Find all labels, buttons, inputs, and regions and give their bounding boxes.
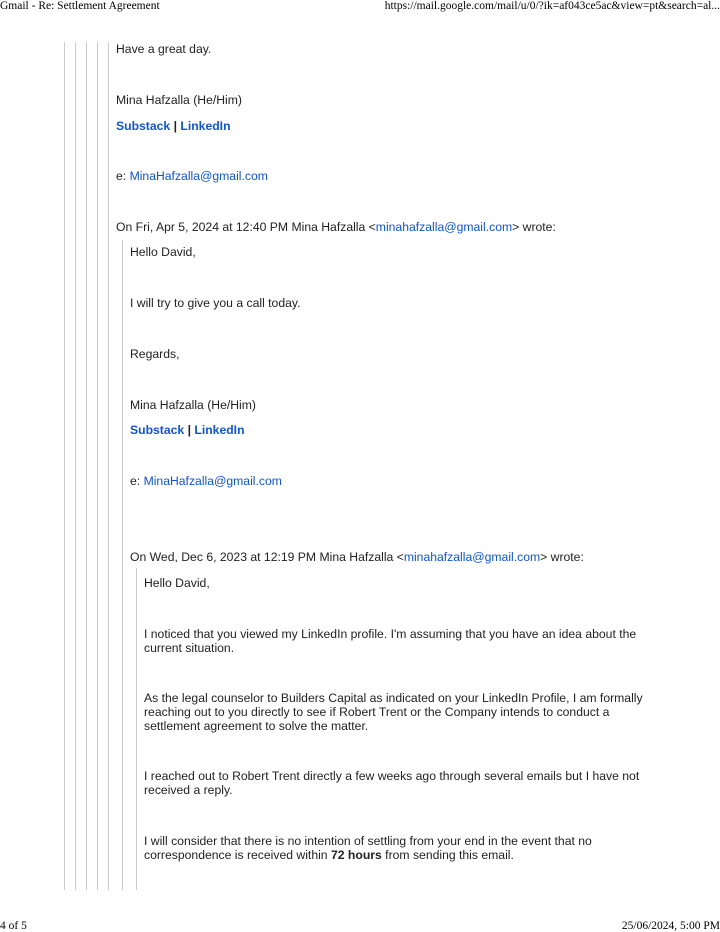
signature-links	[116, 119, 231, 133]
signature-name: Mina Hafzalla (He/Him)	[116, 93, 242, 107]
email-prefix: e:	[130, 474, 144, 488]
signature-email	[116, 169, 268, 183]
print-url: https://mail.google.com/mail/u/0/?ik=af043ce5ac&view=pt&search=al...	[384, 0, 720, 12]
quote-bar	[136, 568, 137, 890]
substack-link[interactable]: Substack	[130, 423, 185, 437]
paragraph-2: As the legal counselor to Builders Capital as indicated on your LinkedIn Profile, I am formally reaching out to you directly to see if Robert Trent or the Company intends to conduct a settlement agreement to solve the matter.	[144, 691, 643, 733]
signature-links	[130, 423, 245, 437]
print-title: Gmail - Re: Settlement Agreement	[0, 0, 160, 12]
attribution-text: On Fri, Apr 5, 2024 at 12:40 PM Mina Hafzalla <	[116, 220, 376, 234]
attribution-suffix: > wrote:	[512, 220, 556, 234]
print-header	[0, 0, 720, 14]
closing-line: Regards,	[130, 347, 180, 361]
email-prefix: e:	[116, 169, 130, 183]
quote-bar	[64, 42, 65, 890]
closing-line: Have a great day.	[116, 42, 212, 56]
page-number: 4 of 5	[0, 920, 27, 932]
greeting: Hello David,	[130, 245, 196, 259]
email-link[interactable]: MinaHafzalla@gmail.com	[129, 169, 268, 183]
attribution-suffix: > wrote:	[540, 550, 584, 564]
message-body: I will try to give you a call today.	[130, 296, 301, 310]
quote-bar	[86, 42, 87, 890]
paragraph-4-tail: from sending this email.	[381, 848, 514, 862]
print-datetime: 25/06/2024, 5:00 PM	[621, 920, 720, 932]
quote-bar	[108, 42, 109, 890]
link-separator: |	[173, 119, 178, 133]
linkedin-link[interactable]: LinkedIn	[180, 119, 231, 133]
attribution-email-link[interactable]: minahafzalla@gmail.com	[403, 550, 541, 564]
substack-link[interactable]: Substack	[116, 119, 171, 133]
greeting: Hello David,	[144, 576, 210, 590]
signature-email	[130, 474, 282, 488]
quote-attribution	[130, 550, 584, 564]
signature-name: Mina Hafzalla (He/Him)	[130, 398, 256, 412]
quote-bar	[97, 42, 98, 890]
print-footer	[0, 918, 720, 932]
paragraph-4	[144, 834, 664, 862]
paragraph-3: I reached out to Robert Trent directly a few weeks ago through several emails but I have not received a reply.	[144, 769, 640, 797]
quote-bar	[122, 240, 123, 890]
attribution-email-link[interactable]: minahafzalla@gmail.com	[375, 220, 513, 234]
paragraph-1: I noticed that you viewed my LinkedIn profile. I'm assuming that you have an idea about the current situation.	[144, 627, 637, 655]
linkedin-link[interactable]: LinkedIn	[194, 423, 245, 437]
link-separator: |	[187, 423, 192, 437]
attribution-text: On Wed, Dec 6, 2023 at 12:19 PM Mina Hafzalla <	[130, 550, 404, 564]
email-link[interactable]: MinaHafzalla@gmail.com	[143, 474, 282, 488]
quote-attribution	[116, 220, 556, 234]
paragraph-4-text: I will consider that there is no intention of settling from your end in the event that no correspondence is received within	[144, 834, 592, 862]
quote-bar	[75, 42, 76, 890]
deadline-emphasis: 72 hours	[330, 848, 382, 862]
